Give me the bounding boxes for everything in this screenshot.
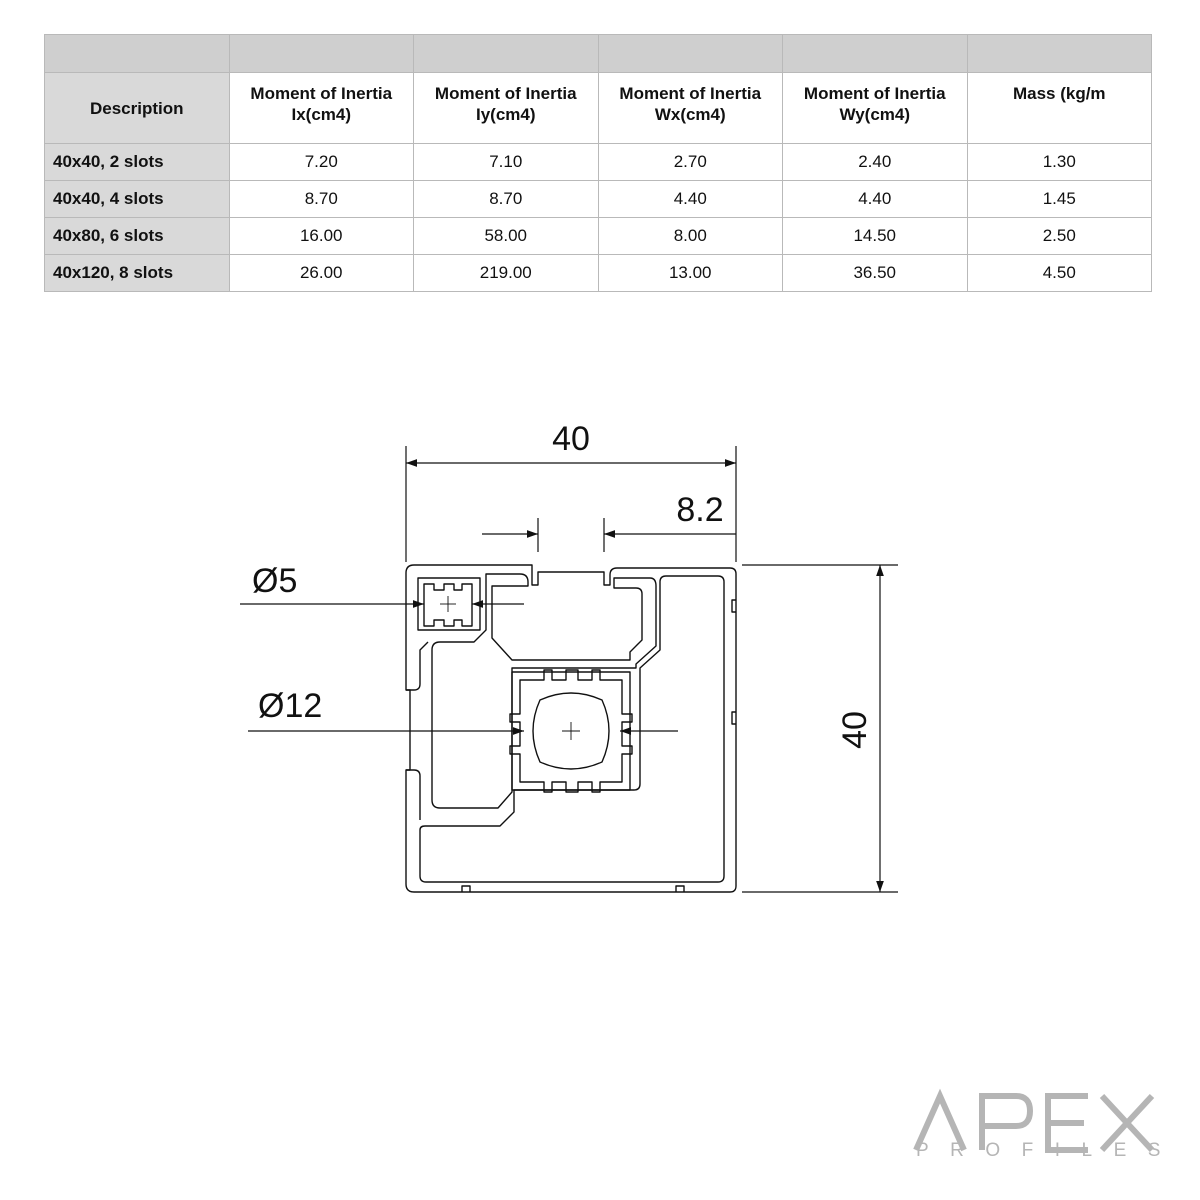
logo-tagline: PROFILES [916, 1140, 1182, 1161]
logo-brand-text: APEX [912, 1092, 915, 1093]
row-description: 40x40, 4 slots [45, 181, 230, 218]
band-cell [598, 35, 783, 73]
table-cell: 4.40 [783, 181, 968, 218]
table-cell: 7.20 [229, 144, 414, 181]
profile-cross-section-drawing [0, 300, 1200, 960]
table-body [45, 144, 1152, 292]
table-row [45, 218, 1152, 255]
table-cell: 2.70 [598, 144, 783, 181]
table-cell: 8.70 [414, 181, 599, 218]
table-cell: 26.00 [229, 255, 414, 292]
slot-width-dimension-label: 8.2 [676, 491, 724, 529]
table-cell: 58.00 [414, 218, 599, 255]
header-cell: Mass (kg/m [967, 73, 1152, 144]
band-cell [783, 35, 968, 73]
height-dimension-label: 40 [836, 711, 874, 749]
header-cell: Moment of Inertia Iy(cm4) [414, 73, 599, 144]
header-cell: Moment of Inertia Wy(cm4) [783, 73, 968, 144]
header-description: Description [45, 73, 230, 144]
specification-table [44, 34, 1152, 292]
header-cell: Moment of Inertia Wx(cm4) [598, 73, 783, 144]
band-cell [414, 35, 599, 73]
table-cell: 4.50 [967, 255, 1152, 292]
band-cell [45, 35, 230, 73]
row-description: 40x80, 6 slots [45, 218, 230, 255]
table-header-band [45, 35, 1152, 73]
row-description: 40x120, 8 slots [45, 255, 230, 292]
table-cell: 4.40 [598, 181, 783, 218]
table-cell: 8.70 [229, 181, 414, 218]
dimension-height [742, 565, 898, 892]
center-hole-dimension-label: Ø12 [258, 687, 323, 725]
table-cell: 16.00 [229, 218, 414, 255]
table-cell: 14.50 [783, 218, 968, 255]
table-cell: 2.50 [967, 218, 1152, 255]
table-cell: 1.30 [967, 144, 1152, 181]
table-cell: 8.00 [598, 218, 783, 255]
table-row [45, 181, 1152, 218]
table-cell: 7.10 [414, 144, 599, 181]
table-cell: 13.00 [598, 255, 783, 292]
width-dimension-label: 40 [552, 420, 590, 458]
band-cell [229, 35, 414, 73]
table-row [45, 144, 1152, 181]
table-row [45, 255, 1152, 292]
header-cell: Moment of Inertia Ix(cm4) [229, 73, 414, 144]
table-cell: 219.00 [414, 255, 599, 292]
row-description: 40x40, 2 slots [45, 144, 230, 181]
table-cell: 36.50 [783, 255, 968, 292]
small-hole-dimension-label: Ø5 [252, 562, 298, 600]
band-cell [967, 35, 1152, 73]
table-cell: 1.45 [967, 181, 1152, 218]
table-cell: 2.40 [783, 144, 968, 181]
table-header-row [45, 73, 1152, 144]
